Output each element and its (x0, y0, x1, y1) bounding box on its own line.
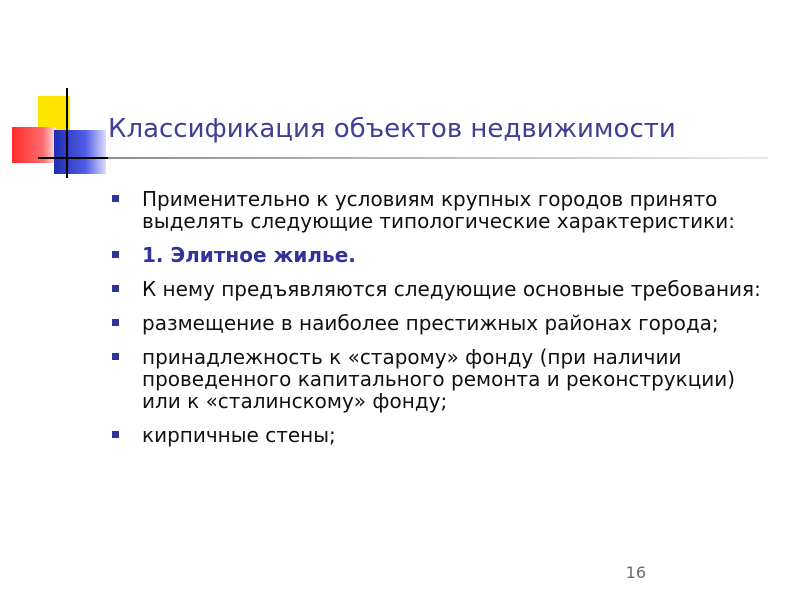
bullet-text: кирпичные стены; (142, 423, 336, 447)
bullet-square-icon (112, 195, 119, 202)
bullet-item (112, 188, 772, 232)
bullet-item (112, 346, 772, 412)
slide-title: Классификация объектов недвижимости (108, 114, 676, 144)
bullet-text: 1. Элитное жилье. (142, 243, 356, 267)
bullet-text: принадлежность к «старому» фонду (при наличии проведенного капитального ремонта и реконструкции) или к «сталинскому» фонду; (142, 345, 736, 413)
bullet-item (112, 312, 772, 334)
bullet-square-icon (112, 251, 119, 258)
bullet-item (112, 244, 772, 266)
bullet-text: Применительно к условиям крупных городов принято выделять следующие типологические характеристики: (142, 187, 735, 233)
bullet-square-icon (112, 353, 119, 360)
horizontal-line (38, 157, 110, 159)
bullet-square-icon (112, 431, 119, 438)
vertical-line (66, 88, 68, 178)
bullet-square-icon (112, 285, 119, 292)
bullet-square-icon (112, 319, 119, 326)
bullet-text: размещение в наиболее престижных районах города; (142, 311, 719, 335)
blue-square (54, 130, 106, 174)
bullet-item (112, 424, 772, 446)
bullet-text: К нему предъявляются следующие основные требования: (142, 277, 761, 301)
page-number: 16 (625, 563, 646, 582)
title-divider (108, 157, 768, 159)
decorative-logo (0, 0, 120, 200)
bullet-item (112, 278, 772, 300)
bullet-list (112, 188, 772, 458)
